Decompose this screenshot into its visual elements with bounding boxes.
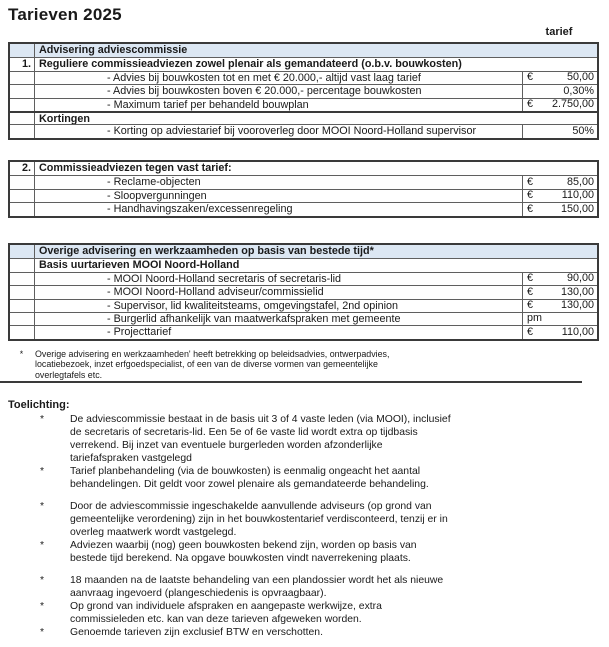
list-item <box>40 500 460 539</box>
description-cell: - Advies bij bouwkosten tot en met € 20.000,- altijd vast laag tarief <box>107 71 421 84</box>
bullet-text: De adviescommissie bestaat in de basis uit 3 of 4 vaste leden (via MOOI), inclusief de secretaris of secretaris-lid. Een 5e of 6e vaste lid wordt extra op tijdbasis verrekend. Bij inzet van eventuele burgerleden worden afzonderlijke tariefafspraken vastgelegd <box>70 414 451 464</box>
footnote-line: locatiebezoek, inzet erfgoedspecialist, of een van de diverse vormen van gemeentelijke <box>35 359 378 370</box>
amount-value: 50% <box>572 124 594 137</box>
footnote-line: Overige advisering en werkzaamheden' heeft betrekking op beleidsadvies, ontwerpadvies, <box>35 349 390 359</box>
tarief-cell <box>522 190 597 202</box>
row-number-cell <box>10 286 35 298</box>
section-header-label: Overige advisering en werkzaamheden op basis van bestede tijd* <box>39 245 374 257</box>
description-cell: - Burgerlid afhankelijk van maatwerkafspraken met gemeente <box>107 312 401 325</box>
row-number-cell <box>10 259 35 271</box>
table-row <box>10 312 597 325</box>
row-number-cell: 1. <box>10 58 35 70</box>
description-cell: - Handhavingszaken/excessenregeling <box>107 203 293 216</box>
description-cell: - MOOI Noord-Holland adviseur/commissielid <box>107 286 324 299</box>
currency-symbol: € <box>527 202 534 215</box>
currency-symbol: € <box>527 175 534 188</box>
table-row <box>10 325 597 338</box>
table-row <box>10 272 597 285</box>
row-number-cell <box>10 44 35 57</box>
list-item <box>40 600 460 626</box>
tarief-cell <box>522 313 597 325</box>
row-number-cell <box>10 176 35 188</box>
bullet-asterisk: * <box>40 601 45 612</box>
amount-value: 50,00 <box>566 71 594 84</box>
table-row <box>10 245 597 258</box>
row-number-cell <box>10 326 35 338</box>
section-header-label: Advisering adviescommissie <box>39 44 188 56</box>
tarief-cell <box>522 72 597 84</box>
tarief-cell <box>522 176 597 188</box>
currency-symbol: € <box>527 325 534 338</box>
amount-value: 85,00 <box>566 175 594 188</box>
list-item <box>40 574 460 600</box>
description-cell: - Supervisor, lid kwaliteitsteams, omgevingstafel, 2nd opinion <box>107 299 399 312</box>
description-cell: - Sloopvergunningen <box>107 189 207 202</box>
amount-value: 0,30% <box>563 84 594 97</box>
table-row <box>10 44 597 57</box>
tarief-column-label: tarief <box>545 26 573 38</box>
table-overige-advisering <box>8 243 599 341</box>
row-number-cell: 2. <box>10 162 35 175</box>
amount-value: 150,00 <box>560 202 594 215</box>
table-row <box>10 162 597 175</box>
currency-symbol: pm <box>527 312 542 325</box>
bullet-asterisk: * <box>40 627 45 638</box>
footnote-text <box>35 349 582 380</box>
row-number-cell <box>10 85 35 97</box>
bullet-asterisk: * <box>40 501 45 512</box>
list-item <box>40 626 460 639</box>
bullet-text: Adviezen waarbij (nog) geen bouwkosten bekend zijn, worden op basis van bestede tijd berekend. Na opgave bouwkosten vindt naverrekening plaats. <box>70 540 417 564</box>
row-number-cell <box>10 125 35 137</box>
amount-value: 130,00 <box>560 285 594 298</box>
table-row <box>10 84 597 97</box>
bullet-text: Tarief planbehandeling (via de bouwkosten) is eenmalig ongeacht het aantal behandelingen. Dit geldt voor zowel plenaire als gemandateerde behandeling. <box>70 466 429 490</box>
description-cell: - Projecttarief <box>107 326 172 339</box>
subsection-header-label: Basis uurtarieven MOOI Noord-Holland <box>39 259 240 272</box>
page-title: Tarieven 2025 <box>8 5 122 24</box>
toelichting-list <box>40 413 460 639</box>
tarief-cell <box>522 273 597 285</box>
bullet-asterisk: * <box>40 466 45 477</box>
table-row <box>10 189 597 202</box>
footnote-line: overlegtafels etc. <box>35 369 103 380</box>
list-item <box>40 539 460 565</box>
tarief-cell <box>522 125 597 137</box>
amount-value: 110,00 <box>561 325 594 338</box>
amount-value: 90,00 <box>566 272 594 285</box>
bullet-asterisk: * <box>40 414 45 425</box>
description-cell: - Maximum tarief per behandeld bouwplan <box>107 98 309 111</box>
tarief-cell <box>522 326 597 338</box>
bullet-text: Op grond van individuele afspraken en aangepaste werkwijze, extra commissieleden etc. kan van deze tarieven afgeweken worden. <box>70 601 382 625</box>
table-row <box>10 258 597 271</box>
description-cell: Reguliere commissieadviezen zowel plenair als gemandateerd (o.b.v. bouwkosten) <box>39 58 462 71</box>
table-row <box>10 71 597 84</box>
amount-value: 110,00 <box>561 189 594 202</box>
table-row <box>10 299 597 312</box>
currency-symbol: € <box>527 98 534 111</box>
row-number-cell <box>10 203 35 215</box>
tarief-cell <box>522 300 597 312</box>
bullet-asterisk: * <box>40 540 45 551</box>
subsection-header-label: Kortingen <box>39 112 90 125</box>
section-header-label: Commissieadviezen tegen vast tarief: <box>39 162 232 174</box>
currency-symbol: € <box>527 285 534 298</box>
table-row <box>10 57 597 70</box>
table-footnote <box>8 349 582 380</box>
table-row <box>10 202 597 215</box>
amount-value: 2.750,00 <box>551 98 594 111</box>
tarief-cell <box>522 99 597 111</box>
tarief-cell <box>522 203 597 215</box>
row-number-cell <box>10 72 35 84</box>
bullet-text: Genoemde tarieven zijn exclusief BTW en verschotten. <box>70 627 323 638</box>
tarief-cell <box>522 85 597 97</box>
description-cell: - Korting op adviestarief bij vooroverleg door MOOI Noord-Holland supervisor <box>107 125 477 138</box>
description-cell: - MOOI Noord-Holland secretaris of secretaris-lid <box>107 272 341 285</box>
table-advisering-adviescommissie <box>8 42 599 140</box>
tarief-cell <box>522 286 597 298</box>
currency-symbol: € <box>527 71 534 84</box>
row-number-cell <box>10 190 35 202</box>
amount-value: 130,00 <box>560 299 594 312</box>
bullet-text: 18 maanden na de laatste behandeling van een plandossier wordt het als nieuwe aanvraag ingevoerd (plangeschiedenis is opvraagbaar). <box>70 575 444 599</box>
table-row <box>10 98 597 111</box>
table-row <box>10 111 597 124</box>
list-item <box>40 413 460 465</box>
row-number-cell <box>10 313 35 325</box>
row-number-cell <box>10 273 35 285</box>
horizontal-divider <box>0 381 582 383</box>
currency-symbol: € <box>527 299 534 312</box>
description-cell: - Reclame-objecten <box>107 176 201 189</box>
row-number-cell <box>10 113 35 124</box>
row-number-cell <box>10 99 35 111</box>
row-number-cell <box>10 300 35 312</box>
list-item <box>40 465 460 491</box>
row-number-cell <box>10 245 35 258</box>
toelichting-heading: Toelichting: <box>8 399 70 411</box>
bullet-text: Door de adviescommissie ingeschakelde aanvullende adviseurs (op grond van gemeentelijke verordening) zijn in het bouwkostentarief verdisconteerd, tenzij er in overleg maatwerk wordt vastgelegd. <box>70 501 448 538</box>
table-row <box>10 124 597 137</box>
currency-symbol: € <box>527 189 534 202</box>
currency-symbol: € <box>527 272 534 285</box>
table-row <box>10 175 597 188</box>
table-row <box>10 285 597 298</box>
table-commissieadviezen-vast-tarief <box>8 160 599 218</box>
bullet-asterisk: * <box>40 575 45 586</box>
description-cell: - Advies bij bouwkosten boven € 20.000,- percentage bouwkosten <box>107 85 422 98</box>
footnote-asterisk: * <box>19 349 24 359</box>
